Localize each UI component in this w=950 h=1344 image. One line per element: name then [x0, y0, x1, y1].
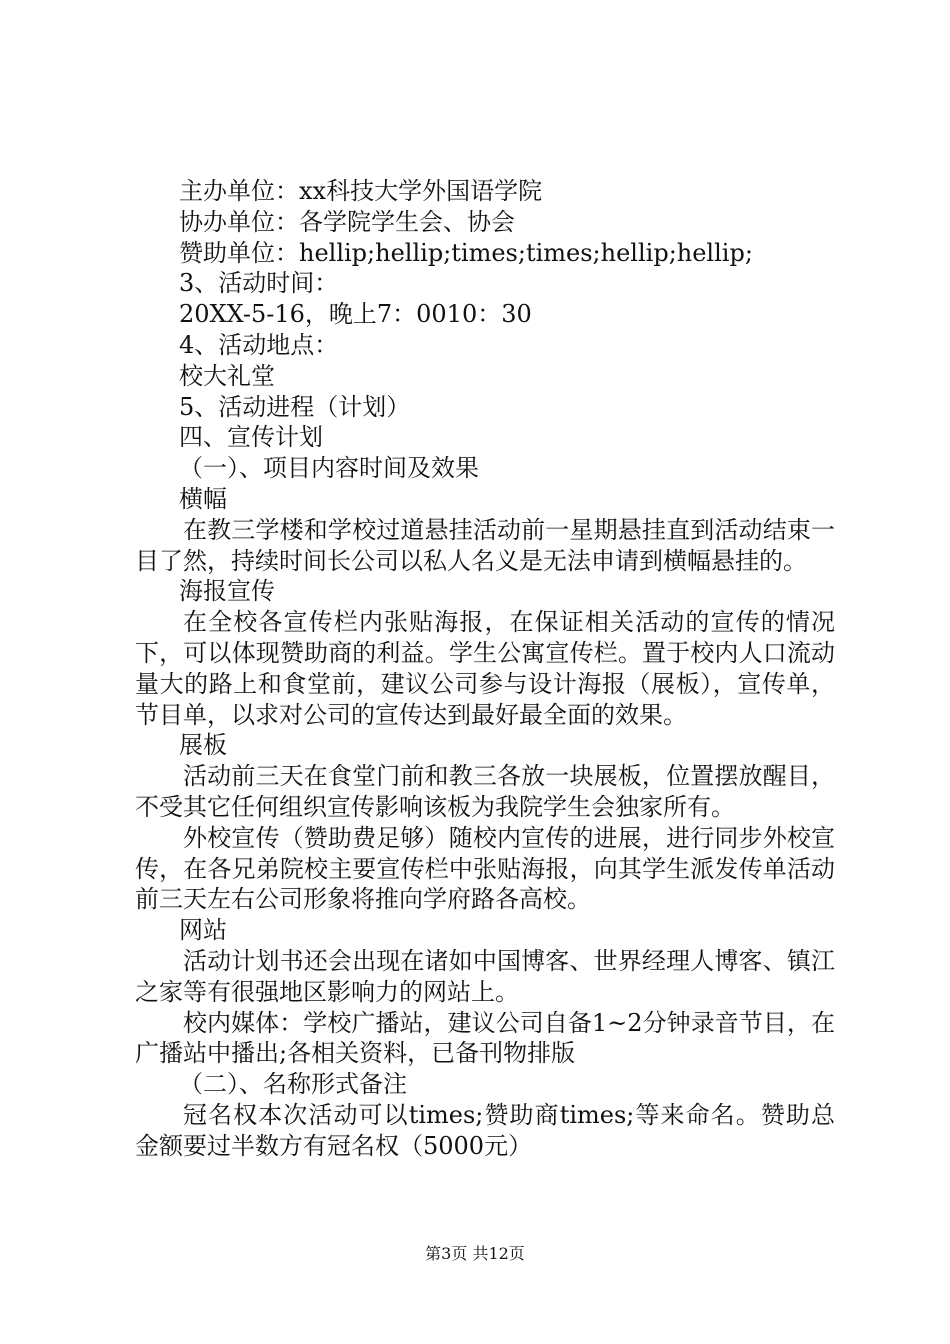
web-paragraph: 活动计划书还会出现在诸如中国博客、世界经理人博客、镇江之家等有很强地区影响力的网站上。	[135, 946, 835, 1006]
co-host-line: 协办单位：各学院学生会、协会	[179, 207, 515, 236]
time-value: 20XX-5-16，晚上7：0010：30	[179, 300, 532, 329]
web-heading: 网站	[179, 916, 227, 945]
banner-heading: 横幅	[179, 484, 227, 513]
process-heading: 5、活动进程（计划）	[179, 392, 411, 421]
outside-paragraph: 外校宣传（赞助费足够）随校内宣传的进展，进行同步外校宣传，在各兄弟院校主要宣传栏中张贴海报，向其学生派发传单活动前三天左右公司形象将推向学府路各高校。	[135, 823, 835, 914]
banner-paragraph: 在教三学楼和学校过道悬挂活动前一星期悬挂直到活动结束一目了然，持续时间长公司以私人名义是无法申请到横幅悬挂的。	[135, 515, 835, 575]
section-two-heading: （二）、名称形式备注	[179, 1070, 407, 1099]
board-paragraph: 活动前三天在食堂门前和教三各放一块展板，位置摆放醒目，不受其它任何组织宣传影响该板为我院学生会独家所有。	[135, 762, 835, 821]
location-heading: 4、活动地点：	[179, 330, 339, 359]
page-number-footer: 第3页 共12页	[425, 1244, 525, 1263]
document-body	[135, 176, 835, 1162]
host-line: 主办单位：xx科技大学外国语学院	[179, 177, 543, 205]
time-heading: 3、活动时间：	[179, 269, 339, 298]
promotion-heading: 四、宣传计划	[179, 423, 323, 452]
section-one-heading: （一）、项目内容时间及效果	[179, 454, 479, 483]
media-paragraph: 校内媒体：学校广播站，建议公司自备1~2分钟录音节目，在广播站中播出;各相关资料，已备刊物排版	[135, 1008, 835, 1068]
location-value: 校大礼堂	[179, 361, 275, 390]
poster-heading: 海报宣传	[179, 577, 275, 606]
board-heading: 展板	[179, 731, 227, 760]
naming-paragraph: 冠名权本次活动可以times;赞助商times;等来命名。赞助总金额要过半数方有冠名权（5000元）	[135, 1100, 835, 1160]
poster-paragraph: 在全校各宣传栏内张贴海报，在保证相关活动的宣传的情况下，可以体现赞助商的利益。学生公寓宣传栏。置于校内人口流动量大的路上和食堂前，建议公司参与设计海报（展板），宣传单，节目单，以求对公司的宣传达到最好最全面的效果。	[135, 608, 835, 729]
sponsor-line: 赞助单位：hellip;hellip;times;times;hellip;hellip;	[179, 238, 753, 267]
